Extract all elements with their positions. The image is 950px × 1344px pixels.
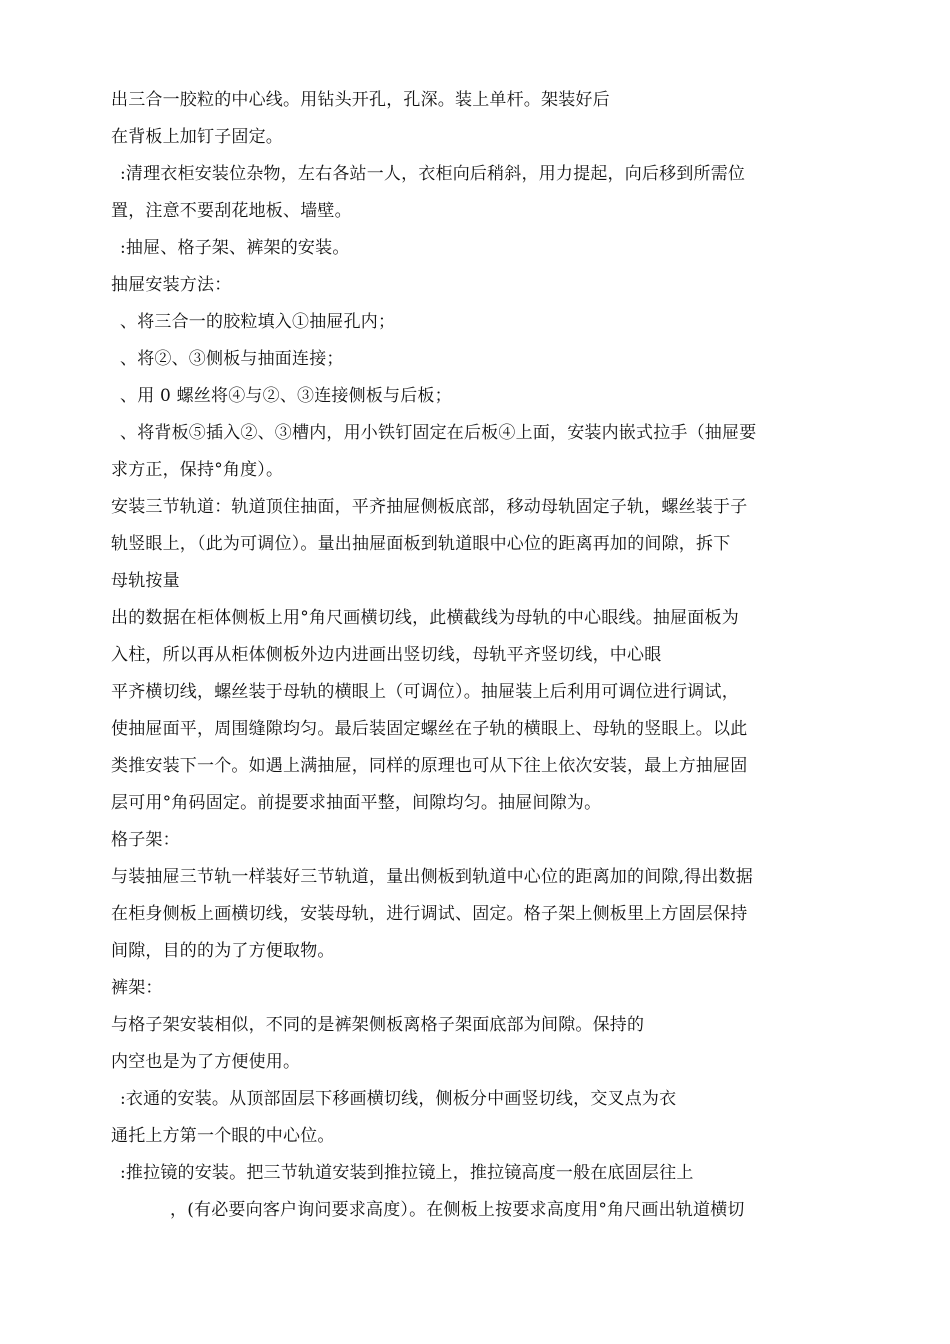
section-heading: 格子架： bbox=[111, 830, 180, 850]
text-line: 与装抽屉三节轨一样装好三节轨道，量出侧板到轨道中心位的距离加的间隙,得出数据 bbox=[111, 867, 754, 887]
text-line: 母轨按量 bbox=[111, 571, 180, 591]
section-heading: 抽屉安装方法： bbox=[111, 275, 232, 295]
text-line: 在柜身侧板上画横切线，安装母轨，进行调试、固定。格子架上侧板里上方固层保持 bbox=[111, 904, 748, 924]
text-line: :衣通的安装。从顶部固层下移画横切线，侧板分中画竖切线，交叉点为衣 bbox=[120, 1089, 677, 1109]
text-line: 求方正，保持°角度）。 bbox=[111, 460, 284, 480]
list-item: 、将②、③侧板与抽面连接； bbox=[120, 349, 344, 369]
text-line: :清理衣柜安装位杂物，左右各站一人，衣柜向后稍斜，用力提起，向后移到所需位 bbox=[120, 164, 746, 184]
text-line: :推拉镜的安装。把三节轨道安装到推拉镜上，推拉镜高度一般在底固层往上 bbox=[120, 1163, 694, 1183]
text-line: 内空也是为了方便使用。 bbox=[111, 1052, 301, 1072]
list-item: 、用 0 螺丝将④与②、③连接侧板与后板； bbox=[120, 386, 452, 406]
text-line: 层可用°角码固定。前提要求抽面平整，间隙均匀。抽屉间隙为。 bbox=[111, 793, 602, 813]
text-line: 入柱，所以再从柜体侧板外边内进画出竖切线，母轨平齐竖切线，中心眼 bbox=[111, 645, 662, 665]
text-line: 出三合一胶粒的中心线。用钻头开孔，孔深。装上单杆。架装好后 bbox=[111, 90, 610, 110]
text-line: 使抽屉面平，周围缝隙均匀。最后装固定螺丝在子轨的横眼上、母轨的竖眼上。以此 bbox=[111, 719, 748, 739]
section-heading: 裤架： bbox=[111, 978, 163, 998]
text-line: 安装三节轨道：轨道顶住抽面，平齐抽屉侧板底部，移动母轨固定子轨，螺丝装于子 bbox=[111, 497, 748, 517]
text-line: 置，注意不要刮花地板、墙壁。 bbox=[111, 201, 352, 221]
text-line: :抽屉、格子架、裤架的安装。 bbox=[120, 238, 350, 258]
text-line: 平齐横切线，螺丝装于母轨的横眼上（可调位）。抽屉装上后利用可调位进行调试， bbox=[111, 682, 739, 702]
text-line: 出的数据在柜体侧板上用°角尺画横切线，此横截线为母轨的中心眼线。抽屉面板为 bbox=[111, 608, 739, 628]
list-item: 、将三合一的胶粒填入①抽屉孔内； bbox=[120, 312, 396, 332]
text-line: 轨竖眼上，（此为可调位）。量出抽屉面板到轨道眼中心位的距离再加的间隙，拆下 bbox=[111, 534, 731, 554]
text-line: 在背板上加钉子固定。 bbox=[111, 127, 283, 147]
text-line: 通托上方第一个眼的中心位。 bbox=[111, 1126, 335, 1146]
text-line: 类推安装下一个。如遇上满抽屉，同样的原理也可从下往上依次安装，最上方抽屉固 bbox=[111, 756, 748, 776]
text-line: ，(有必要向客户询问要求高度）。在侧板上按要求高度用°角尺画出轨道横切 bbox=[170, 1200, 745, 1220]
text-line: 与格子架安装相似，不同的是裤架侧板离格子架面底部为间隙。保持的 bbox=[111, 1015, 645, 1035]
list-item: 、将背板⑤插入②、③槽内，用小铁钉固定在后板④上面，安装内嵌式拉手（抽屉要 bbox=[120, 423, 757, 443]
text-line: 间隙，目的的为了方便取物。 bbox=[111, 941, 335, 961]
